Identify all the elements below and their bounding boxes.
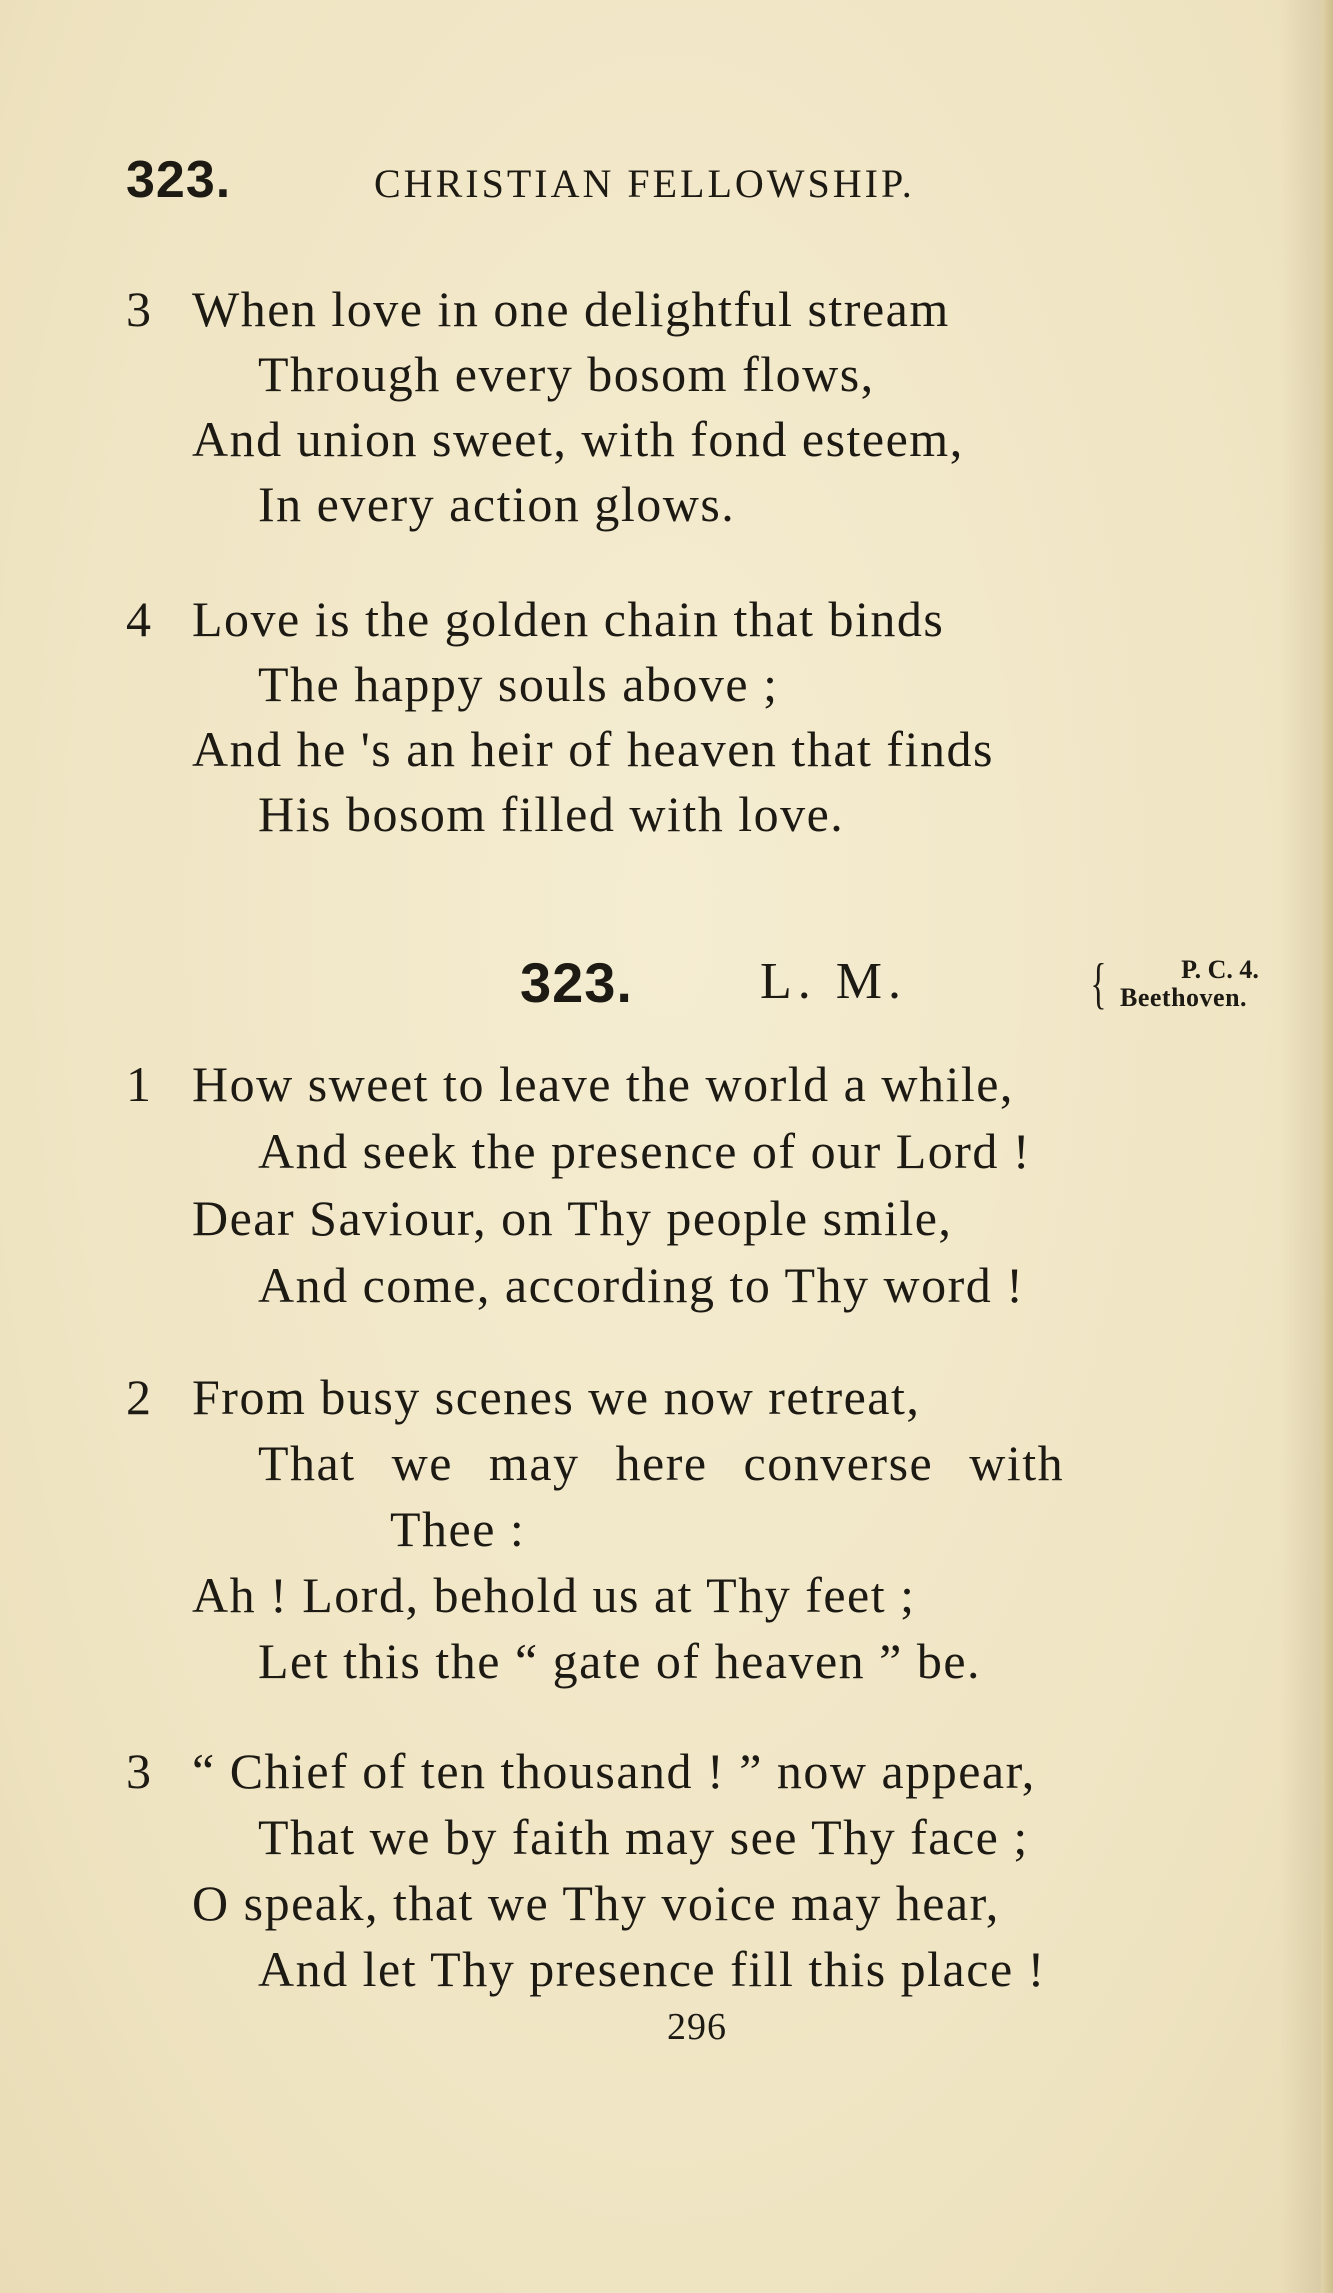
verse-line: And let Thy presence fill this place !: [258, 1941, 1046, 1997]
verse-line: And union sweet, with fond esteem,: [192, 411, 964, 467]
verse-line: The happy souls above ;: [258, 656, 779, 712]
verse-number: 3: [126, 281, 151, 337]
tune-reference: [1120, 956, 1320, 1012]
hymn-number: 323.: [520, 951, 633, 1014]
verse-line: In every action glows.: [258, 476, 736, 532]
verse-line: And come, according to Thy word !: [258, 1257, 1025, 1313]
tune-brace: {: [1090, 953, 1107, 1015]
running-title: CHRISTIAN FELLOWSHIP.: [374, 161, 915, 206]
hymn-heading: [520, 950, 1320, 1030]
verse-line: Dear Saviour, on Thy people smile,: [192, 1190, 953, 1246]
verse-line: And he 's an heir of heaven that finds: [192, 721, 994, 777]
verse-line: From busy scenes we now retreat,: [192, 1369, 921, 1425]
verse-line: That we may here converse with: [258, 1435, 1065, 1491]
verse-line: Through every bosom flows,: [258, 346, 875, 402]
page-edge: [1321, 0, 1333, 2293]
verse-line: And seek the presence of our Lord !: [258, 1123, 1032, 1179]
verse-line: Ah ! Lord, behold us at Thy feet ;: [192, 1567, 916, 1623]
verse-line: Let this the “ gate of heaven ” be.: [258, 1633, 982, 1689]
verse-line: O speak, that we Thy voice may hear,: [192, 1875, 1000, 1931]
verse-line: Love is the golden chain that binds: [192, 591, 945, 647]
verse-line: His bosom filled with love.: [258, 786, 845, 842]
verse-line: “ Chief of ten thousand ! ” now appear,: [192, 1743, 1036, 1799]
verse-number: 2: [126, 1369, 151, 1425]
verse-line: How sweet to leave the world a while,: [192, 1056, 1014, 1112]
verse-line: Thee :: [390, 1501, 526, 1557]
tune-composer: Beethoven.: [1120, 983, 1248, 1012]
verse-number: 3: [126, 1743, 151, 1799]
page-number: 296: [667, 2006, 727, 2048]
verse-number: 4: [126, 591, 151, 647]
tune-reference-code: P. C. 4.: [1181, 955, 1259, 984]
verse-line: When love in one delightful stream: [192, 281, 950, 337]
running-header: [126, 150, 1126, 220]
header-page-label: 323.: [126, 151, 232, 209]
verse-line: That we by faith may see Thy face ;: [258, 1809, 1029, 1865]
hymn-meter: L. M.: [760, 953, 907, 1010]
verse-number: 1: [126, 1056, 151, 1112]
